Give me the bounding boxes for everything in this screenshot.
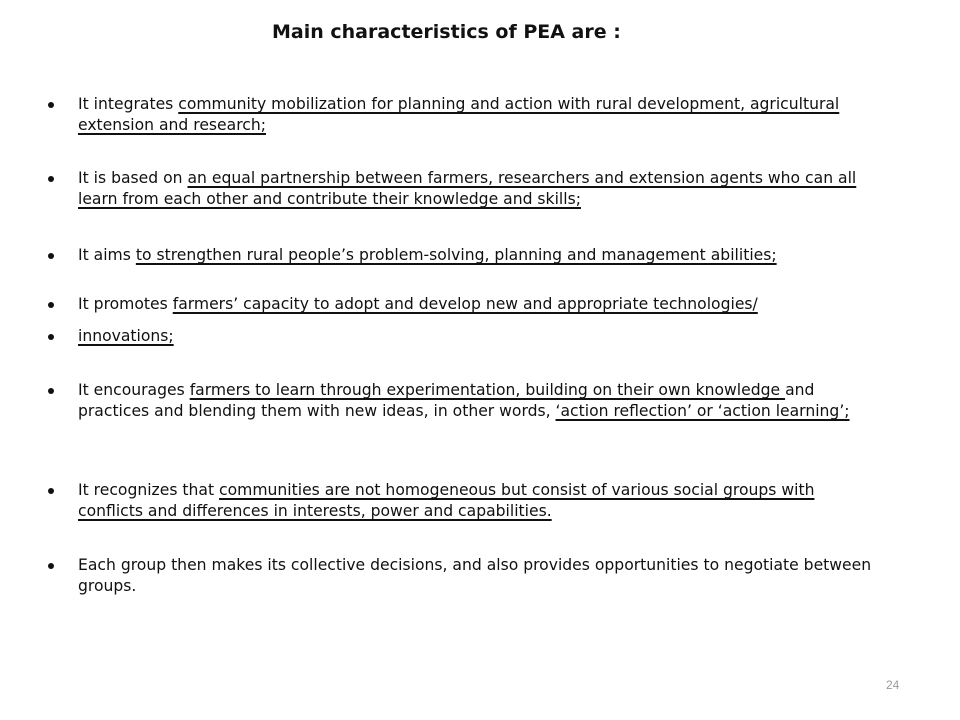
bullet-text [78,380,908,422]
bullet-text [78,480,908,522]
bullet-text-underlined: ‘action reflection’ or ‘action learning’; [555,402,850,420]
bullet-text-plain: It promotes [78,295,173,313]
bullet-text-plain: It integrates [78,95,179,113]
bullet-item-3 [48,245,908,266]
bullet-item-8 [48,555,908,597]
bullet-text-plain: It is based on [78,169,188,187]
bullet-text [78,294,908,315]
bullet-text-plain: It encourages [78,381,190,399]
bullet-text-underlined: farmers’ capacity to adopt and develop new and appropriate technologies/ [172,295,758,313]
bullet-text [78,168,908,210]
bullet-item-2 [48,168,908,210]
bullet-text [78,245,908,266]
bullet-text-underlined: innovations; [78,327,174,345]
bullet-text-underlined: to strengthen rural people’s problem-solving, planning and management abilities; [135,246,777,264]
bullet-text [78,94,908,136]
bullet-text [78,326,908,347]
bullet-text-underlined: community mobilization for planning and action with rural development, agricultural extension and research; [78,95,840,134]
page-number: 24 [886,678,900,692]
bullet-text [78,555,908,597]
bullet-text-plain: Each group then makes its collective decisions, and also provides opportunities to negotiate between groups. [78,556,872,595]
bullet-item-5 [48,326,908,347]
bullet-item-1 [48,94,908,136]
bullet-text-plain: It recognizes that [78,481,220,499]
bullet-item-6 [48,380,908,422]
bullet-text-underlined: an equal partnership between farmers, researchers and extension agents who can all learn from each other and contribute their knowledge and skills; [78,169,857,208]
bullet-item-7 [48,480,908,522]
bullet-text-plain: and practices and blending them with new ideas, in other words, [78,381,815,420]
bullet-text-underlined: communities are not homogeneous but consist of various social groups with conflicts and differences in interests, power and capabilities. [78,481,815,520]
bullet-item-4 [48,294,908,315]
bullet-text-plain: It aims [78,246,136,264]
slide-title: Main characteristics of PEA are : [272,21,621,43]
bullet-text-underlined: farmers to learn through experimentation, building on their own knowledge [189,381,786,399]
